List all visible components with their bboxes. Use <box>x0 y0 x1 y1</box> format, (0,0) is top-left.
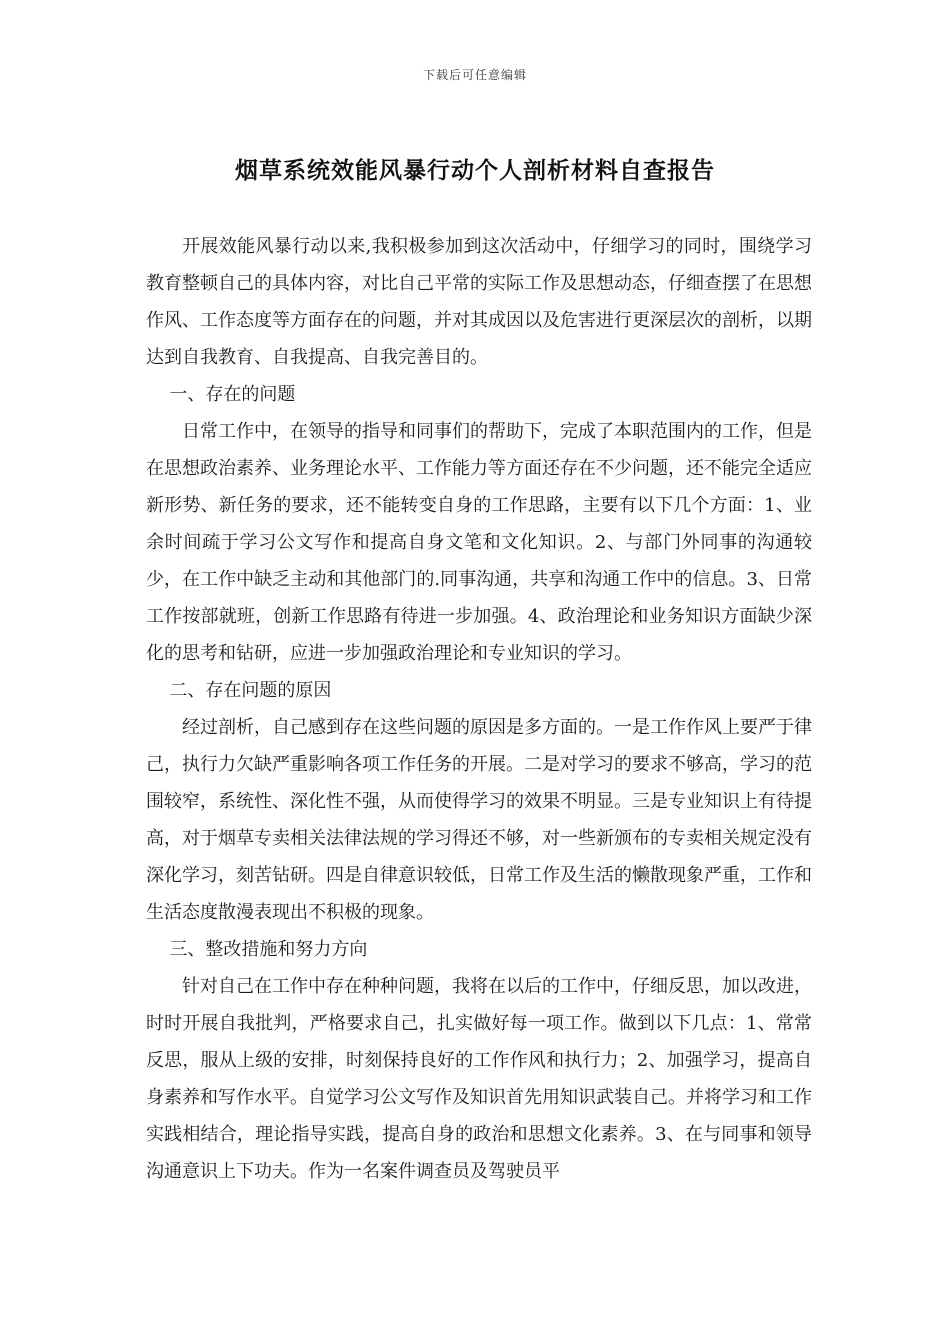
section-heading-measures: 三、整改措施和努力方向 <box>169 939 368 960</box>
section-heading-problems: 一、存在的问题 <box>169 384 296 405</box>
section-text-measures: 针对自己在工作中存在种种问题，我将在以后的工作中，仔细反思，加以改进，时时开展自我批判，严格要求自己，扎实做好每一项工作。做到以下几点：1、常常反思，服从上级的安排，时刻保持良好的工作作风和执行力；2、加强学习，提高自身素养和写作水平。自觉学习公文写作及知识首先用知识武装自己。并将学习和工作实践相结合，理论指导实践，提高自身的政治和思想文化素养。3、在与同事和领导沟通意识上下功夫。作为一名案件调查员及驾驶员平 <box>146 976 812 1182</box>
section-text-problems: 日常工作中，在领导的指导和同事们的帮助下，完成了本职范围内的工作，但是在思想政治素养、业务理论水平、工作能力等方面还存在不少问题，还不能完全适应新形势、新任务的要求，还不能转变自身的工作思路，主要有以下几个方面：1、业余时间疏于学习公文写作和提高自身文笔和文化知识。2、与部门外同事的沟通较少，在工作中缺乏主动和其他部门的.同事沟通，共享和沟通工作中的信息。3、日常工作按部就班，创新工作思路有待进一步加强。4、政治理论和业务知识方面缺少深化的思考和钻研，应进一步加强政治理论和专业知识的学习。 <box>146 421 812 664</box>
document-body <box>146 228 812 1190</box>
header-note: 下载后可任意编辑 <box>422 68 527 82</box>
intro-paragraph: 开展效能风暴行动以来,我积极参加到这次活动中，仔细学习的同时，围绕学习教育整顿自己的具体内容，对比自己平常的实际工作及思想动态，仔细查摆了在思想作风、工作态度等方面存在的问题，并对其成因以及危害进行更深层次的剖析，以期达到自我教育、自我提高、自我完善目的。 <box>146 236 812 368</box>
section-heading-causes: 二、存在问题的原因 <box>169 680 332 701</box>
document-title: 烟草系统效能风暴行动个人剖析材料自查报告 <box>235 157 715 184</box>
section-text-causes: 经过剖析，自己感到存在这些问题的原因是多方面的。一是工作作风上要严于律己，执行力欠缺严重影响各项工作任务的开展。二是对学习的要求不够高，学习的范围较窄，系统性、深化性不强，从而使得学习的效果不明显。三是专业知识上有待提高，对于烟草专卖相关法律法规的学习得还不够，对一些新颁布的专卖相关规定没有深化学习，刻苦钻研。四是自律意识较低，日常工作及生活的懒散现象严重，工作和生活态度散漫表现出不积极的现象。 <box>146 717 812 923</box>
